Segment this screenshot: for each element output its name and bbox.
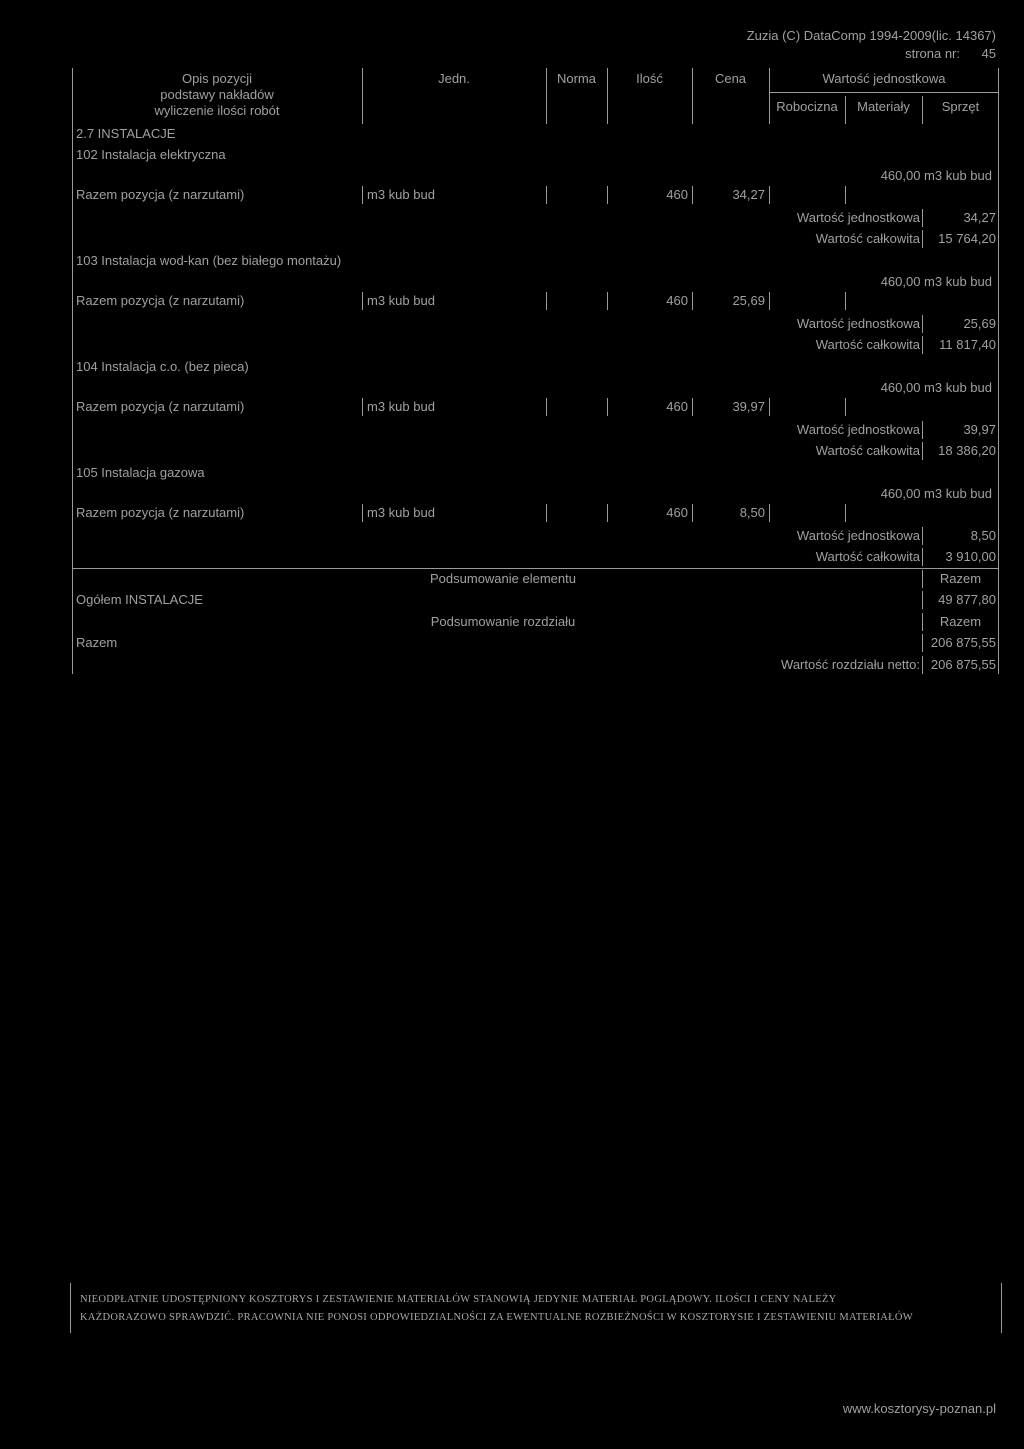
wartosc-calkowita-value: 18 386,20 — [938, 443, 996, 458]
tick — [845, 398, 846, 416]
wartosc-jednostkowa-label: Wartość jednostkowa — [796, 422, 920, 437]
wartosc-jednostkowa-label: Wartość jednostkowa — [796, 316, 920, 331]
tick — [607, 504, 608, 522]
tick — [922, 336, 923, 354]
tick — [769, 186, 770, 204]
col-materialy: Materiały — [857, 99, 910, 114]
tick — [607, 186, 608, 204]
tick — [769, 504, 770, 522]
tick — [922, 634, 923, 652]
tick — [362, 186, 363, 204]
position-unit: m3 kub bud — [367, 187, 435, 202]
col-robocizna: Robocizna — [776, 99, 838, 114]
tick — [845, 504, 846, 522]
wartosc-jednostkowa-value: 8,50 — [970, 528, 996, 543]
wartosc-jednostkowa-value: 34,27 — [963, 210, 996, 225]
tick — [692, 292, 693, 310]
tick — [922, 315, 923, 333]
razem-label: Razem — [76, 635, 118, 650]
position-title: 102 Instalacja elektryczna — [76, 147, 226, 162]
tick — [922, 230, 923, 248]
header-sub-divider — [769, 92, 999, 93]
razem-pozycja-label: Razem pozycja (z narzutami) — [76, 293, 245, 308]
position-ilosc: 460 — [666, 399, 688, 414]
tick — [692, 398, 693, 416]
table-left-border — [72, 68, 73, 674]
podsumowanie-rozdzialu-razem: Razem — [939, 614, 982, 629]
wartosc-jednostkowa-label: Wartość jednostkowa — [796, 528, 920, 543]
position-quantity: 460,00 m3 kub bud — [880, 486, 992, 501]
tick — [922, 421, 923, 439]
page-number: 45 — [981, 46, 996, 61]
position-ilosc: 460 — [666, 187, 688, 202]
razem-pozycja-label: Razem pozycja (z narzutami) — [76, 187, 245, 202]
page-label: strona nr: — [905, 46, 960, 61]
wartosc-calkowita-label: Wartość całkowita — [815, 231, 920, 246]
wartosc-rozdzialu-netto-value: 206 875,55 — [930, 657, 996, 672]
col-wartosc-jedn: Wartość jednostkowa — [822, 71, 946, 86]
tick — [546, 292, 547, 310]
tick — [769, 398, 770, 416]
wartosc-calkowita-label: Wartość całkowita — [815, 549, 920, 564]
wartosc-calkowita-label: Wartość całkowita — [815, 337, 920, 352]
tick — [922, 591, 923, 609]
tick — [922, 548, 923, 566]
wartosc-calkowita-value: 3 910,00 — [945, 549, 996, 564]
disclaimer-line-2: KAŻDORAZOWO SPRAWDZIĆ. PRACOWNIA NIE PONOSI ODPOWIEDZIALNOŚCI ZA EWENTUALNE ROZBIEŻNOŚCI W KOSZTORYSIE I ZESTAWIENIU MATERIAŁÓW — [80, 1312, 913, 1323]
section-title: 2.7 INSTALACJE — [76, 126, 176, 141]
col-opis-line2: podstawy nakładów — [160, 87, 274, 102]
col-ilosc: Ilość — [636, 71, 663, 86]
position-unit: m3 kub bud — [367, 293, 435, 308]
col-jedn: Jedn. — [438, 71, 470, 86]
wartosc-calkowita-value: 15 764,20 — [938, 231, 996, 246]
podsumowanie-elementu-label: Podsumowanie elementu — [430, 571, 576, 586]
tick — [922, 209, 923, 227]
razem-pozycja-label: Razem pozycja (z narzutami) — [76, 505, 245, 520]
wartosc-rozdzialu-netto-label: Wartość rozdziału netto: — [781, 657, 920, 672]
col-sprzet: Sprzęt — [941, 99, 980, 114]
position-title: 105 Instalacja gazowa — [76, 465, 205, 480]
tick — [546, 504, 547, 522]
wartosc-jednostkowa-value: 25,69 — [963, 316, 996, 331]
position-unit: m3 kub bud — [367, 505, 435, 520]
position-ilosc: 460 — [666, 293, 688, 308]
col-cena: Cena — [714, 71, 747, 86]
position-quantity: 460,00 m3 kub bud — [880, 274, 992, 289]
position-cena: 34,27 — [732, 187, 765, 202]
tick — [546, 186, 547, 204]
tick — [692, 504, 693, 522]
col-opis-line3: wyliczenie ilości robót — [154, 103, 280, 118]
tick — [362, 292, 363, 310]
ogolem-value: 49 877,80 — [938, 592, 996, 607]
disclaimer-line-1: NIEODPŁATNIE UDOSTĘPNIONY KOSZTORYS I ZESTAWIENIE MATERIAŁÓW STANOWIĄ JEDYNIE MATERIAŁ POGLĄDOWY. ILOŚCI I CENY NALEŻY — [80, 1294, 837, 1305]
tick — [845, 292, 846, 310]
razem-pozycja-label: Razem pozycja (z narzutami) — [76, 399, 245, 414]
position-unit: m3 kub bud — [367, 399, 435, 414]
col-norma: Norma — [556, 71, 596, 86]
tick — [362, 504, 363, 522]
disclaimer-box — [70, 1283, 1002, 1333]
wartosc-jednostkowa-label: Wartość jednostkowa — [796, 210, 920, 225]
tick — [362, 398, 363, 416]
tick — [845, 186, 846, 204]
col-opis-line1: Opis pozycji — [181, 71, 253, 86]
software-info: Zuzia (C) DataComp 1994-2009(lic. 14367) — [746, 28, 996, 43]
tick — [769, 292, 770, 310]
summary-divider — [72, 568, 999, 569]
tick — [922, 656, 923, 674]
tick — [546, 398, 547, 416]
tick — [692, 186, 693, 204]
position-cena: 8,50 — [739, 505, 765, 520]
tick — [607, 398, 608, 416]
position-title: 103 Instalacja wod-kan (bez białego montażu) — [76, 253, 342, 268]
tick — [922, 527, 923, 545]
wartosc-calkowita-value: 11 817,40 — [939, 337, 996, 352]
position-ilosc: 460 — [666, 505, 688, 520]
wartosc-jednostkowa-value: 39,97 — [963, 422, 996, 437]
position-quantity: 460,00 m3 kub bud — [880, 380, 992, 395]
razem-value: 206 875,55 — [930, 635, 996, 650]
wartosc-calkowita-label: Wartość całkowita — [815, 443, 920, 458]
ogolem-label: Ogółem INSTALACJE — [76, 592, 203, 607]
podsumowanie-rozdzialu-label: Podsumowanie rozdziału — [430, 614, 576, 629]
tick — [922, 442, 923, 460]
website-link[interactable]: www.kosztorysy-poznan.pl — [842, 1401, 996, 1416]
position-quantity: 460,00 m3 kub bud — [880, 168, 992, 183]
position-title: 104 Instalacja c.o. (bez pieca) — [76, 359, 249, 374]
podsumowanie-elementu-razem: Razem — [939, 571, 982, 586]
position-cena: 39,97 — [732, 399, 765, 414]
tick — [607, 292, 608, 310]
position-cena: 25,69 — [732, 293, 765, 308]
